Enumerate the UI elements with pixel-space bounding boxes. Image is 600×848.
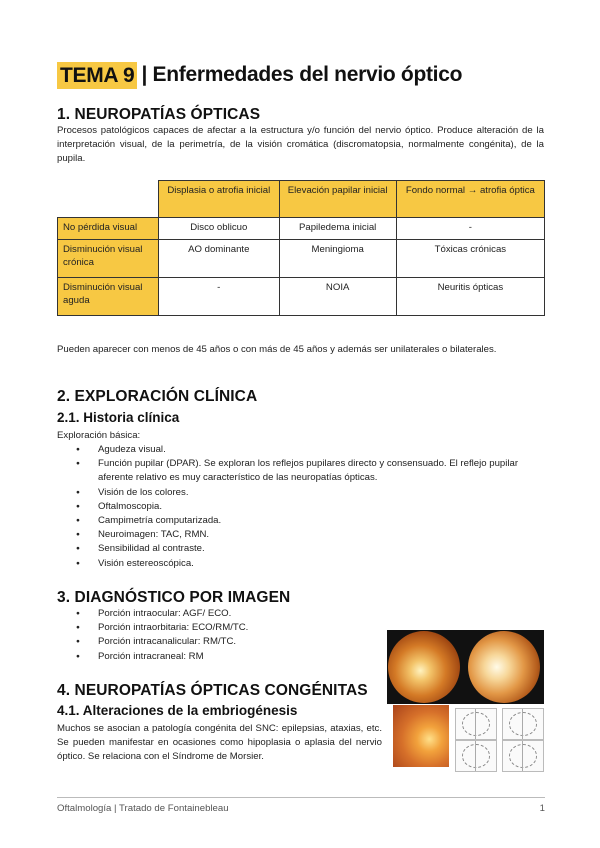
exploration-lead: Exploración básica: — [57, 430, 141, 441]
subsection-4-1-heading: 4.1. Alteraciones de la embriogénesis — [57, 703, 298, 718]
fundus-photo-3 — [393, 705, 449, 767]
visual-field-chart — [502, 708, 544, 740]
subsection-2-1-heading: 2.1. Historia clínica — [57, 410, 180, 425]
page-number: 1 — [539, 803, 545, 814]
table-cell: Tóxicas crónicas — [396, 240, 544, 278]
list-item: ● Agudeza visual. — [76, 443, 544, 457]
fundus-photo-2 — [468, 631, 540, 703]
table-header-row — [58, 181, 545, 218]
table-cell: - — [396, 218, 544, 240]
footer-source: Oftalmología | Tratado de Fontainebleau — [57, 803, 229, 814]
list-item: ● Sensibilidad al contraste. — [76, 542, 544, 556]
section-4-text: Muchos se asocian a patología congénita del SNC: epilepsias, ataxias, etc. Se pueden manifestar en ocasiones como hipoplasia o aplasia del nervio óptico. Se relaciona con el Síndrome de Morsier. — [57, 723, 382, 763]
section-1-heading: 1. NEUROPATÍAS ÓPTICAS — [57, 106, 261, 123]
table-cell: Papiledema inicial — [279, 218, 396, 240]
table-header: Elevación papilar inicial — [279, 181, 396, 218]
list-item: ● Porción intraocular: AGF/ ECO. — [76, 607, 376, 621]
topic-tag: TEMA 9 — [57, 62, 137, 89]
page-title — [57, 60, 462, 90]
table-header: Fondo normal → atrofia óptica — [396, 181, 544, 218]
section-4-heading: 4. NEUROPATÍAS ÓPTICAS CONGÉNITAS — [57, 682, 368, 699]
visual-field-chart — [455, 740, 497, 772]
table-cell: Neuritis ópticas — [396, 278, 544, 316]
list-item: ● Porción intracanalicular: RM/TC. — [76, 635, 376, 649]
table-row — [58, 218, 545, 240]
section-2-heading: 2. EXPLORACIÓN CLÍNICA — [57, 388, 258, 405]
list-item: ● Campimetría computarizada. — [76, 514, 544, 528]
list-item: ● Porción intracraneal: RM — [76, 650, 376, 664]
table-cell: - — [159, 278, 280, 316]
section-3-heading: 3. DIAGNÓSTICO POR IMAGEN — [57, 589, 291, 606]
table-corner — [58, 181, 159, 218]
table-row — [58, 240, 545, 278]
table-header: Displasia o atrofia inicial — [159, 181, 280, 218]
visual-field-chart — [502, 740, 544, 772]
table-row-label: Disminución visual aguda — [58, 278, 159, 316]
topic-title: | Enfermedades del nervio óptico — [141, 63, 463, 86]
table-cell: NOIA — [279, 278, 396, 316]
list-item: ● Visión de los colores. — [76, 486, 544, 500]
list-item: ● Porción intraorbitaria: ECO/RM/TC. — [76, 621, 376, 635]
table-cell: Meningioma — [279, 240, 396, 278]
list-item: ● Función pupilar (DPAR). Se exploran los reflejos pupilares directo y consensuado. El reflejo pupilar aferente relativo es muy característico de las neuropatías ópticas. — [76, 457, 544, 485]
neuropathy-table — [57, 180, 545, 316]
table-cell: Disco oblicuo — [159, 218, 280, 240]
section-1-intro: Procesos patológicos capaces de afectar a la estructura y/o función del nervio óptico. Produce alteración de la interpretación visual, de la perimetría, de la visión cromática (discromatopsia, normalmente congénita), de la pupila. — [57, 125, 544, 165]
list-item: ● Visión estereoscópica. — [76, 557, 544, 571]
section-1-note: Pueden aparecer con menos de 45 años o con más de 45 años y además ser unilaterales o bilaterales. — [57, 344, 497, 355]
table-cell: AO dominante — [159, 240, 280, 278]
table-row-label: Disminución visual crónica — [58, 240, 159, 278]
table-row — [58, 278, 545, 316]
imaging-list — [76, 607, 376, 664]
table-row-label: No pérdida visual — [58, 218, 159, 240]
fundus-photo-1 — [388, 631, 460, 703]
list-item: ● Neuroimagen: TAC, RMN. — [76, 528, 544, 542]
exploration-list — [76, 443, 544, 571]
visual-field-chart — [455, 708, 497, 740]
page-footer — [57, 797, 545, 814]
list-item: ● Oftalmoscopia. — [76, 500, 544, 514]
